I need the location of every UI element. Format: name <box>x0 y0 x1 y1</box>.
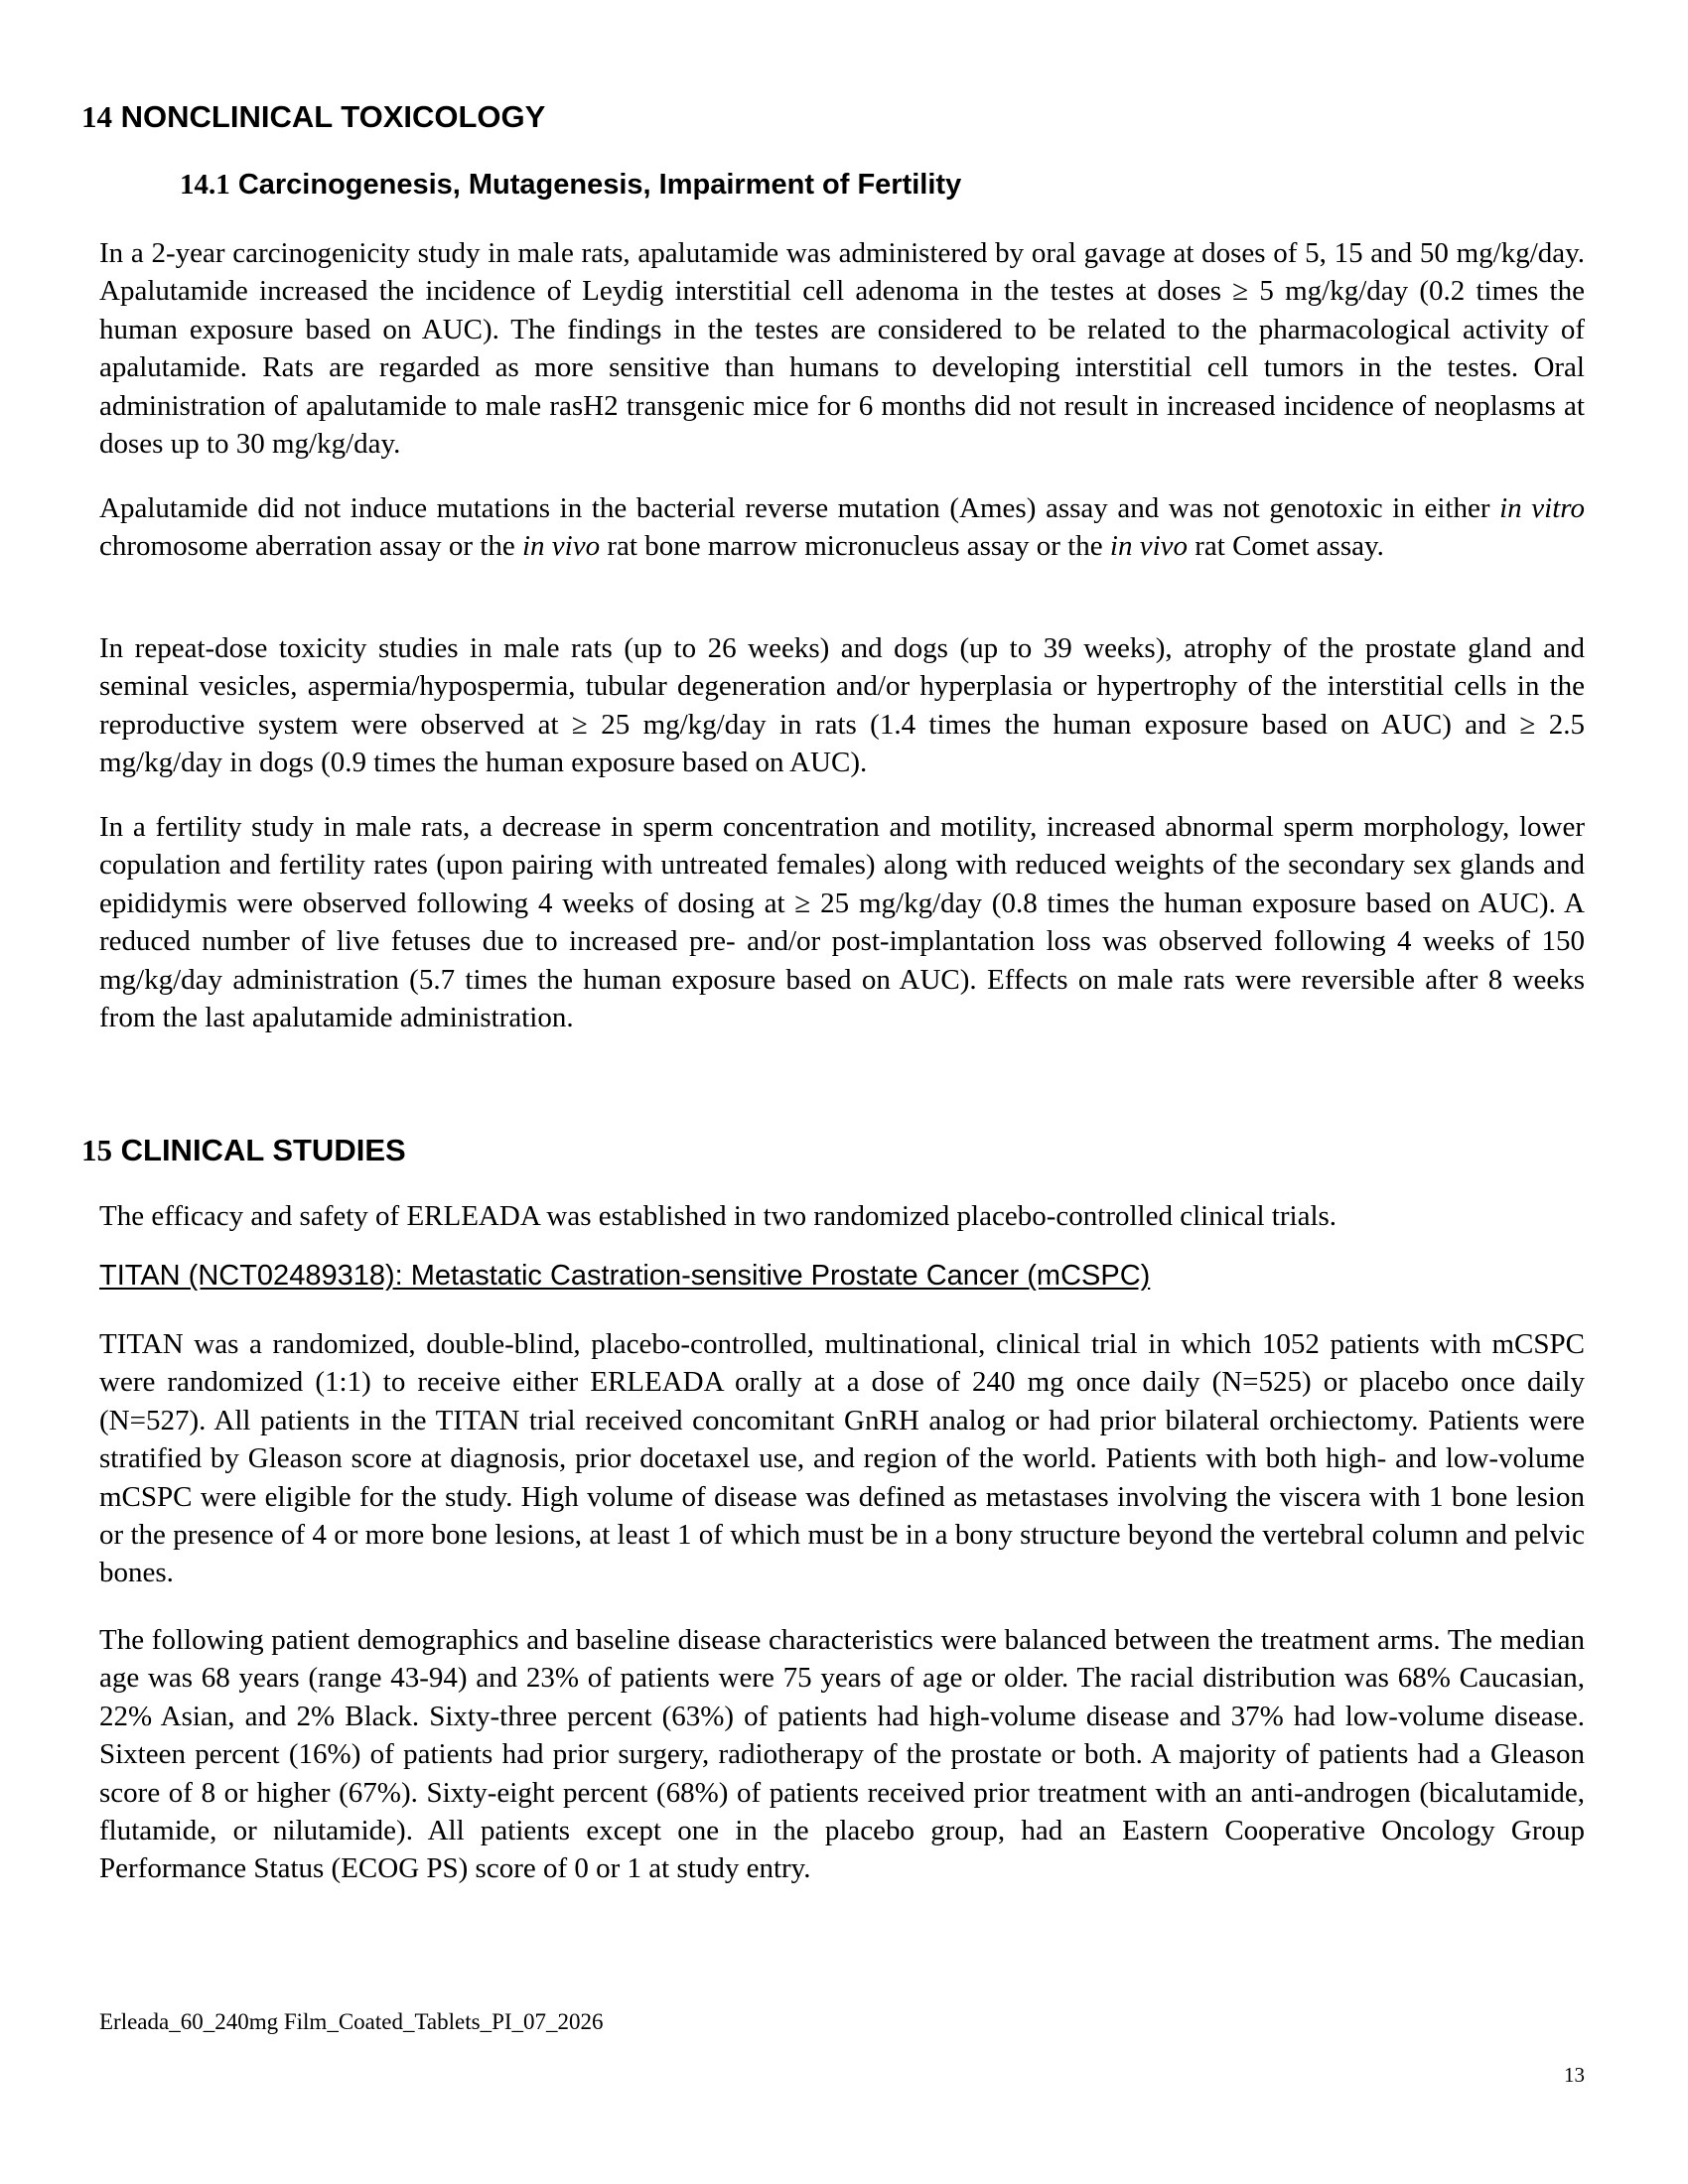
section-14-number: 14 <box>81 99 112 134</box>
section-15-title: CLINICAL STUDIES <box>120 1133 406 1167</box>
titan-design-paragraph: TITAN was a randomized, double-blind, placebo-controlled, multinational, clinical trial in which 1052 patients with mCSPC were randomized (1:1) to receive either ERLEADA orally at a dose of 240 mg once daily (N=525) or placebo once daily (N=527). All patients in the TITAN trial received concomitant GnRH analog or had prior bilateral orchiectomy. Patients were stratified by Gleason score at diagnosis, prior docetaxel use, and region of the world. Patients with both high- and low-volume mCSPC were eligible for the study. High volume of disease was defined as metastases involving the viscera with 1 bone lesion or the presence of 4 or more bone lesions, at least 1 of which must be in a bony structure beyond the vertebral column and pelvic bones. <box>99 1328 1585 1589</box>
section-14-heading <box>81 99 545 135</box>
mutagenesis-paragraph <box>99 489 1585 566</box>
fertility-paragraph: In a fertility study in male rats, a decrease in sperm concentration and motility, increased abnormal sperm morphology, lower copulation and fertility rates (upon pairing with untreated females) along with reduced weights of the secondary sex glands and epididymis were observed following 4 weeks of dosing at ≥ 25 mg/kg/day (0.8 times the human exposure based on AUC). A reduced number of live fetuses due to increased pre- and/or post-implantation loss was observed following 4 weeks of 150 mg/kg/day administration (5.7 times the human exposure based on AUC). Effects on male rats were reversible after 8 weeks from the last apalutamide administration. <box>99 811 1585 1034</box>
clinical-intro-paragraph: The efficacy and safety of ERLEADA was established in two randomized placebo-controlled clinical trials. <box>99 1200 1337 1232</box>
section-14-title: NONCLINICAL TOXICOLOGY <box>120 99 546 134</box>
section-15-heading <box>81 1133 406 1168</box>
demographics-paragraph: The following patient demographics and baseline disease characteristics were balanced between the treatment arms. The median age was 68 years (range 43-94) and 23% of patients were 75 years of age or older. The racial distribution was 68% Caucasian, 22% Asian, and 2% Black. Sixty-three percent (63%) of patients had high-volume disease and 37% had low-volume disease. Sixteen percent (16%) of patients had prior surgery, radiotherapy of the prostate or both. A majority of patients had a Gleason score of 8 or higher (67%). Sixty-eight percent (68%) of patients received prior treatment with an anti-androgen (bicalutamide, flutamide, or nilutamide). All patients except one in the placebo group, had an Eastern Cooperative Oncology Group Performance Status (ECOG PS) score of 0 or 1 at study entry. <box>99 1624 1585 1885</box>
footer-filename: Erleada_60_240mg Film_Coated_Tablets_PI_07_2026 <box>99 2009 604 2034</box>
carcinogenicity-paragraph: In a 2-year carcinogenicity study in male rats, apalutamide was administered by oral gavage at doses of 5, 15 and 50 mg/kg/day. Apalutamide increased the incidence of Leydig interstitial cell adenoma in the testes at doses ≥ 5 mg/kg/day (0.2 times the human exposure based on AUC). The findings in the testes are considered to be related to the pharmacological activity of apalutamide. Rats are regarded as more sensitive than humans to developing interstitial cell tumors in the testes. Oral administration of apalutamide to male rasH2 transgenic mice for 6 months did not result in increased incidence of neoplasms at doses up to 30 mg/kg/day. <box>99 237 1585 461</box>
mutagenesis-text-e: rat bone marrow micronucleus assay or the <box>600 530 1110 563</box>
mutagenesis-text-a: Apalutamide did not induce mutations in the bacterial reverse mutation (Ames) assay and was not genotoxic in either <box>99 492 1500 524</box>
mutagenesis-text-c: chromosome aberration assay or the <box>99 530 522 563</box>
mutagenesis-text-b: in vitro <box>1499 492 1585 524</box>
section-14-1-heading <box>180 168 961 202</box>
titan-subheading: TITAN (NCT02489318): Metastatic Castration-sensitive Prostate Cancer (mCSPC) <box>99 1260 1151 1292</box>
mutagenesis-text-g: rat Comet assay. <box>1188 530 1384 563</box>
page-number: 13 <box>1564 2063 1585 2087</box>
repeat-dose-paragraph: In repeat-dose toxicity studies in male rats (up to 26 weeks) and dogs (up to 39 weeks), atrophy of the prostate gland and seminal vesicles, aspermia/hypospermia, tubular degeneration and/or hyperplasia or hypertrophy of the interstitial cells in the reproductive system were observed at ≥ 25 mg/kg/day in rats (1.4 times the human exposure based on AUC) and ≥ 2.5 mg/kg/day in dogs (0.9 times the human exposure based on AUC). <box>99 632 1585 779</box>
mutagenesis-text-d: in vivo <box>522 530 601 563</box>
section-14-1-title: Carcinogenesis, Mutagenesis, Impairment of Fertility <box>237 169 962 201</box>
section-15-number: 15 <box>81 1133 112 1167</box>
section-14-1-number: 14.1 <box>180 169 230 201</box>
mutagenesis-text-f: in vivo <box>1109 530 1188 563</box>
